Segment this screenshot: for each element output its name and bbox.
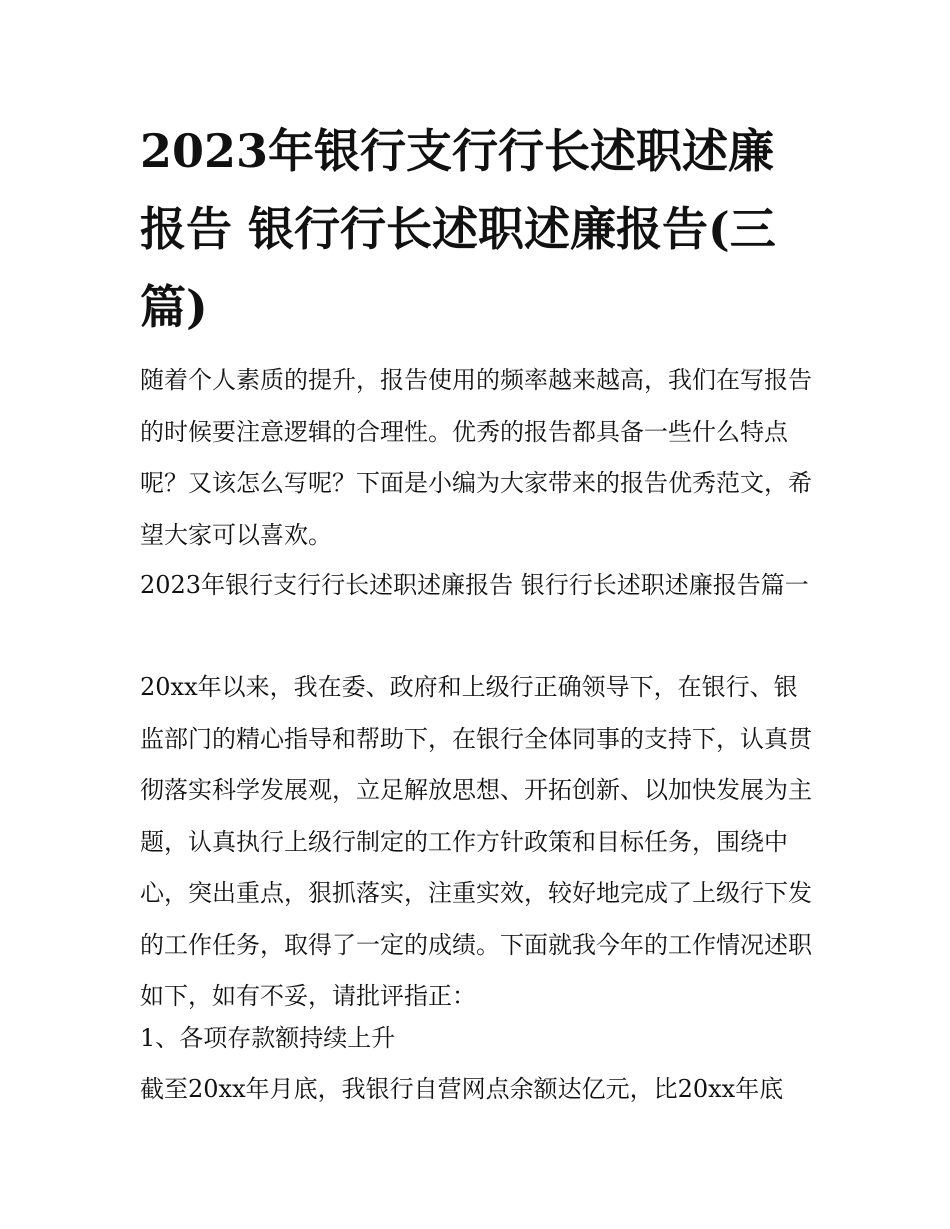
list-item-heading: 1、各项存款额持续上升 (140, 1024, 396, 1052)
intro-paragraph: 随着个人素质的提升，报告使用的频率越来越高，我们在写报告的时候要注意逻辑的合理性。优秀的报告都具备一些什么特点呢？又该怎么写呢？下面是小编为大家带来的报告优秀范文，希望大家可以喜欢。 (140, 366, 812, 549)
document-title: 2023年银行支行行长述职述廉报告 银行行长述职述廉报告(三篇) (140, 124, 776, 334)
section-heading: 2023年银行支行行长述职述廉报告 银行行长述职述廉报告篇一 (140, 571, 809, 599)
body-paragraph: 20xx年以来，我在委、政府和上级行正确领导下，在银行、银监部门的精心指导和帮助下，在银行全体同事的支持下，认真贯彻落实科学发展观，立足解放思想、开拓创新、以加快发展为主题，认真执行上级行制定的工作方针政策和目标任务，围绕中心，突出重点，狠抓落实，注重实效，较好地完成了上级行下发的工作任务，取得了一定的成绩。下面就我今年的工作情况述职如下，如有不妥，请批评指正： (140, 673, 812, 1010)
body-paragraph-continued: 截至20xx年月底，我银行自营网点余额达亿元，比20xx年底 (140, 1075, 784, 1103)
